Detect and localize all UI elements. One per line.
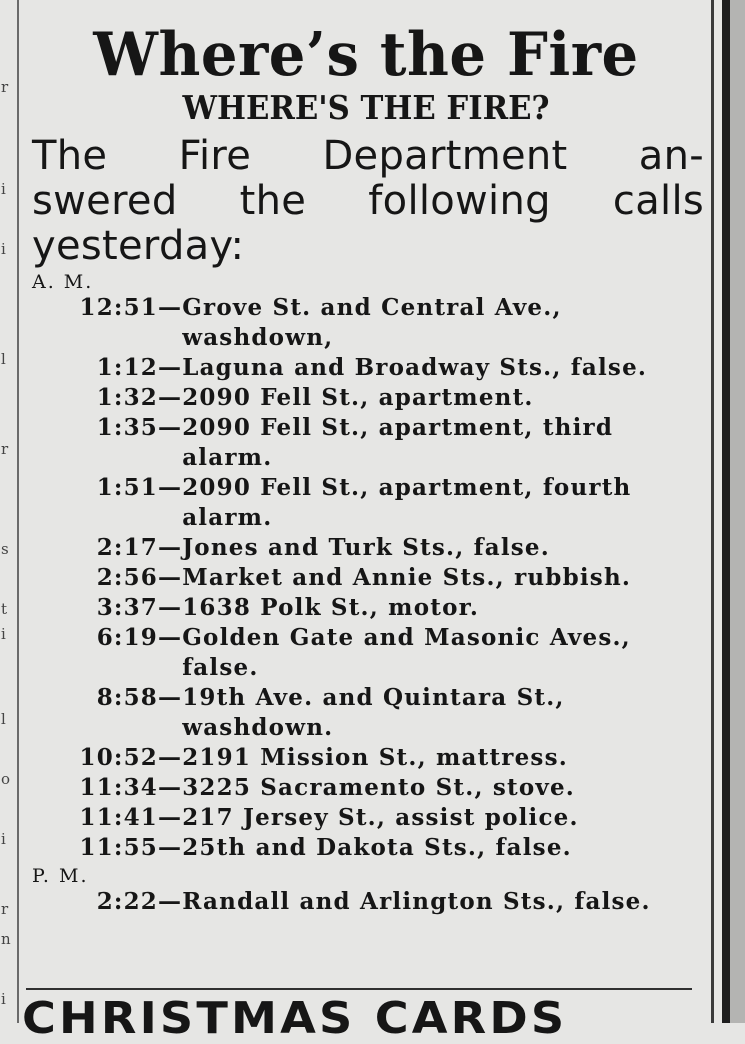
gutter-fragment: i [1, 625, 6, 643]
call-description-line: washdown. [182, 714, 334, 741]
call-description [182, 623, 706, 683]
call-time: 2:17 [96, 534, 158, 561]
call-description-line: Laguna and Broadway Sts., false. [182, 354, 648, 381]
lede-line: swered the following calls [32, 178, 704, 224]
call-entry [26, 473, 706, 533]
lede-line: yesterday: [32, 223, 245, 269]
call-dash: — [158, 294, 183, 321]
call-description [182, 533, 706, 563]
call-entry [26, 773, 706, 803]
call-time: 1:32 [96, 384, 158, 411]
article-lede [32, 134, 704, 269]
call-description [182, 293, 706, 353]
call-description-line: Jones and Turk Sts., false. [182, 534, 550, 561]
call-description [182, 473, 706, 533]
call-description-line: 3225 Sacramento St., stove. [182, 774, 575, 801]
gutter-fragment: i [1, 180, 6, 198]
call-dash: — [158, 534, 183, 561]
call-description [182, 833, 706, 863]
call-description [182, 887, 706, 917]
call-description-line: 217 Jersey St., assist police. [182, 804, 579, 831]
section-divider [26, 988, 692, 990]
call-description [182, 353, 706, 383]
call-dash: — [158, 744, 183, 771]
article-headline: Where’s the Fire [93, 20, 639, 90]
call-time: 12:51 [79, 294, 158, 321]
call-entry [26, 743, 706, 773]
call-entry [26, 593, 706, 623]
gutter-fragment: i [1, 990, 6, 1008]
call-description-line: washdown, [182, 324, 334, 351]
adjacent-column-fragment [0, 0, 16, 1023]
call-time: 1:12 [96, 354, 158, 381]
call-time: 11:55 [79, 834, 158, 861]
call-description [182, 773, 706, 803]
call-description-line: 2090 Fell St., apartment. [182, 384, 534, 411]
gutter-fragment: i [1, 830, 6, 848]
gutter-fragment: o [1, 770, 11, 788]
am-call-list [26, 293, 706, 863]
am-label: A. M. [32, 271, 94, 293]
call-dash: — [158, 888, 183, 915]
gutter-fragment: l [1, 350, 6, 368]
next-article-headline: CHRISTMAS CARDS [22, 993, 568, 1044]
call-time: 10:52 [79, 744, 158, 771]
call-dash: — [158, 474, 183, 501]
call-description [182, 683, 706, 743]
call-description-line: 2090 Fell St., apartment, fourth [182, 474, 632, 501]
call-description-line: alarm. [182, 444, 273, 471]
call-description [182, 803, 706, 833]
call-description-line: false. [182, 654, 259, 681]
call-description-line: Randall and Arlington Sts., false. [182, 888, 651, 915]
call-entry [26, 623, 706, 683]
gutter-fragment: i [1, 240, 6, 258]
gutter-fragment: r [1, 900, 9, 918]
call-time: 6:19 [96, 624, 158, 651]
call-dash: — [158, 384, 183, 411]
call-description-line: Grove St. and Central Ave., [182, 294, 562, 321]
call-description-line: alarm. [182, 504, 273, 531]
call-dash: — [158, 804, 183, 831]
call-entry [26, 293, 706, 353]
call-entry [26, 413, 706, 473]
pm-label: P. M. [32, 865, 89, 887]
call-description [182, 593, 706, 623]
call-entry [26, 353, 706, 383]
gutter-fragment: r [1, 78, 9, 96]
lede-line: The Fire Department an- [32, 133, 704, 179]
call-dash: — [158, 834, 183, 861]
gutter-fragment: l [1, 710, 6, 728]
call-description [182, 413, 706, 473]
call-entry [26, 833, 706, 863]
call-time: 8:58 [96, 684, 158, 711]
call-entry [26, 683, 706, 743]
call-description-line: Market and Annie Sts., rubbish. [182, 564, 632, 591]
column-rule-right [711, 0, 714, 1023]
article-subhead: WHERE'S THE FIRE? [182, 88, 550, 127]
call-time: 2:56 [96, 564, 158, 591]
call-time: 1:35 [96, 414, 158, 441]
call-description [182, 743, 706, 773]
call-description [182, 563, 706, 593]
call-dash: — [158, 594, 183, 621]
call-time: 2:22 [96, 888, 158, 915]
gutter-fragment: s [1, 540, 9, 558]
call-dash: — [158, 624, 183, 651]
call-time: 11:41 [79, 804, 158, 831]
call-dash: — [158, 414, 183, 441]
call-description-line: 1638 Polk St., motor. [182, 594, 480, 621]
call-dash: — [158, 774, 183, 801]
gutter-fragment: t [1, 600, 8, 618]
call-entry [26, 563, 706, 593]
call-entry [26, 533, 706, 563]
call-time: 1:51 [96, 474, 158, 501]
call-entry [26, 887, 706, 917]
call-time: 11:34 [79, 774, 158, 801]
article-column [26, 0, 706, 917]
call-entry [26, 383, 706, 413]
call-description-line: Golden Gate and Masonic Aves., [182, 624, 631, 651]
call-description-line: 25th and Dakota Sts., false. [182, 834, 572, 861]
gutter-fragment: r [1, 440, 9, 458]
call-entry [26, 803, 706, 833]
gutter-fragment: n [1, 930, 11, 948]
page-edge-shadow [722, 0, 730, 1023]
call-description-line: 2191 Mission St., mattress. [182, 744, 568, 771]
call-time: 3:37 [96, 594, 158, 621]
call-dash: — [158, 354, 183, 381]
call-description [182, 383, 706, 413]
call-dash: — [158, 684, 183, 711]
column-rule-left [17, 0, 19, 1023]
call-description-line: 19th Ave. and Quintara St., [182, 684, 565, 711]
call-dash: — [158, 564, 183, 591]
call-description-line: 2090 Fell St., apartment, third [182, 414, 614, 441]
pm-call-list [26, 887, 706, 917]
